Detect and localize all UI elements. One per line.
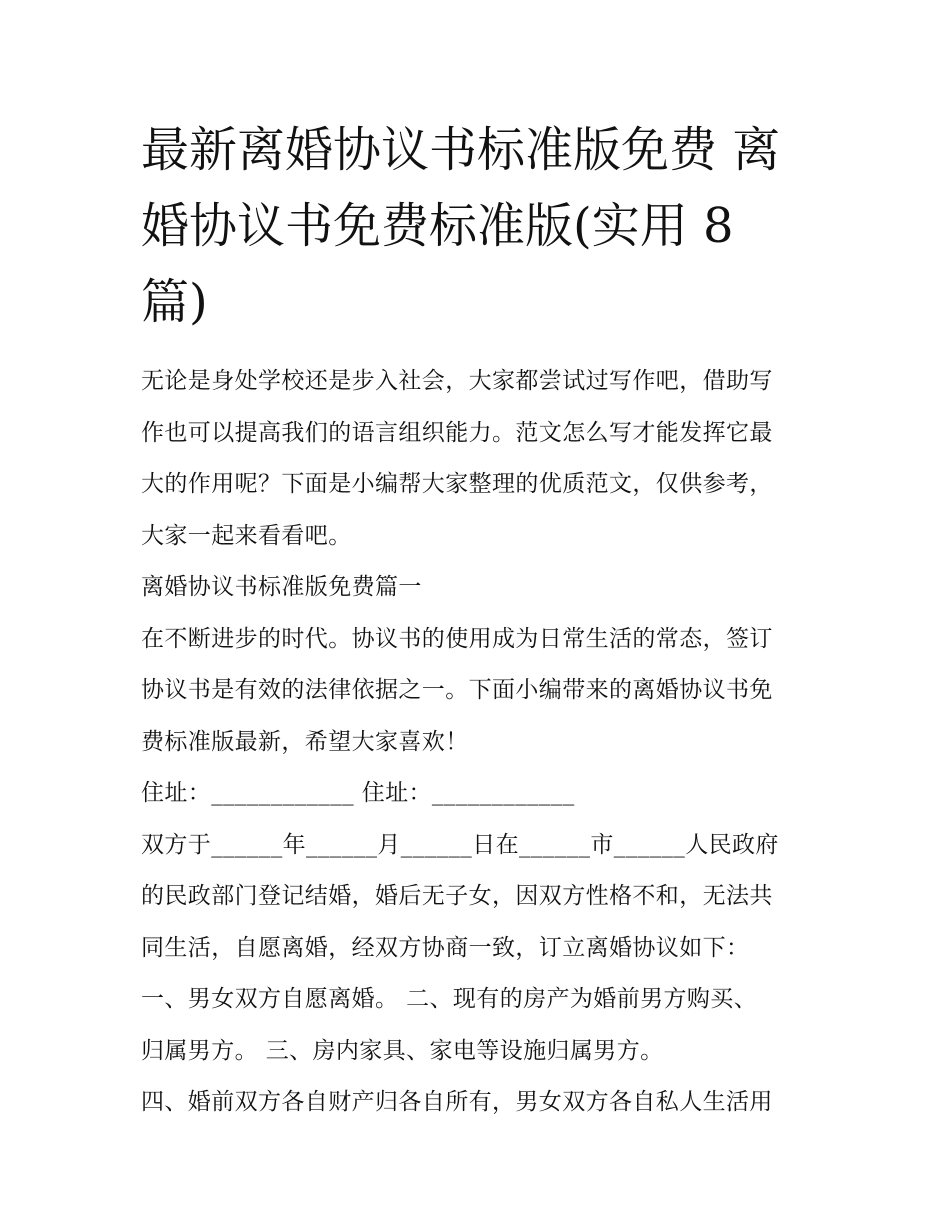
paragraph [141, 974, 821, 1077]
text-line: 归属男方。 三、房内家具、家电等设施归属男方。 [141, 1037, 664, 1064]
text-line: 在不断进步的时代。协议书的使用成为日常生活的常态，签订 [141, 625, 773, 652]
section-heading [141, 562, 821, 614]
text-line: 住址：____________ 住址：____________ [141, 780, 575, 806]
address-line [141, 768, 821, 820]
text-line: 四、婚前双方各自财产归各自所有，男女双方各自私人生活用 [141, 1089, 773, 1115]
text-line: 协议书是有效的法律依据之一。下面小编带来的离婚协议书免 [141, 677, 773, 703]
document-title [141, 112, 821, 340]
text-line: 大的作用呢？下面是小编帮大家整理的优质范文，仅供参考， [141, 471, 773, 497]
text-line: 作也可以提高我们的语言组织能力。范文怎么写才能发挥它最 [141, 419, 773, 446]
text-line: 双方于______年______月______日在______市______人民政府 [141, 831, 779, 858]
title-line: 篇) [141, 274, 208, 330]
text-line: 离婚协议书标准版免费篇一 [141, 574, 422, 600]
paragraph [141, 1077, 821, 1129]
text-line: 大家一起来看看吧。 [141, 522, 352, 549]
text-line: 一、男女双方自愿离婚。 二、现有的房产为婚前男方购买、 [141, 986, 758, 1012]
text-line: 无论是身处学校还是步入社会，大家都尝试过写作吧，借助写 [141, 368, 773, 394]
title-line: 最新离婚协议书标准版免费 离 [141, 122, 781, 178]
paragraph [141, 614, 821, 769]
text-line: 同生活，自愿离婚，经双方协商一致，订立离婚协议如下： [141, 934, 750, 961]
intro-paragraph [141, 356, 821, 562]
title-line: 婚协议书免费标准版(实用 8 [141, 198, 734, 254]
document-body [141, 356, 821, 1129]
paragraph [141, 820, 821, 975]
text-line: 的民政部门登记结婚，婚后无子女，因双方性格不和，无法共 [141, 883, 773, 909]
text-line: 费标准版最新，希望大家喜欢！ [141, 728, 469, 755]
